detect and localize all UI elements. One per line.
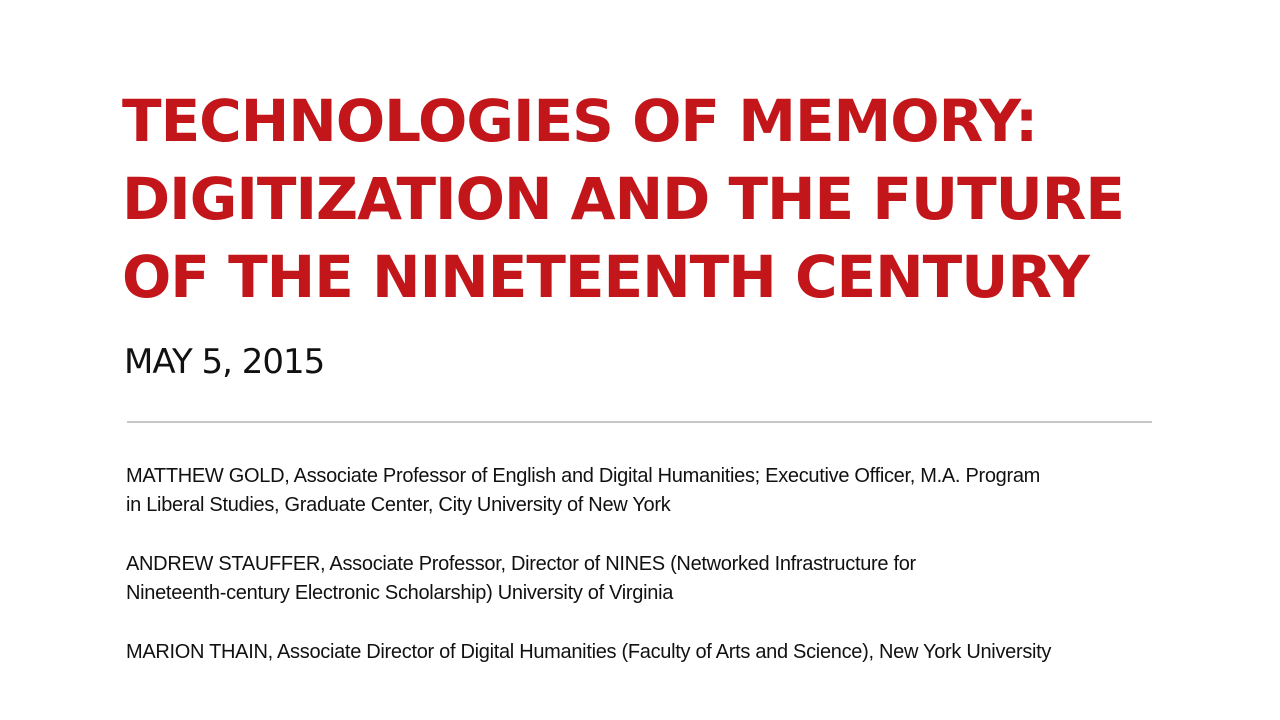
title-line-3: OF THE NINETEENTH CENTURY [122,243,1089,311]
speaker-line: ANDREW STAUFFER, Associate Professor, Director of NINES (Networked Infrastructure for [126,553,916,575]
speaker-entry-thain [126,638,1166,667]
event-date: MAY 5, 2015 [124,342,325,382]
speaker-entry-gold [126,462,1166,520]
title-line-2: DIGITIZATION AND THE FUTURE [122,165,1125,233]
title-line-1: TECHNOLOGIES OF MEMORY: [122,87,1038,155]
speaker-line: Nineteenth-century Electronic Scholarship) University of Virginia [126,582,674,604]
slide-title [122,82,1202,316]
speaker-line: MATTHEW GOLD, Associate Professor of English and Digital Humanities; Executive Officer, M.A. Program [126,465,1041,487]
speaker-line: in Liberal Studies, Graduate Center, City University of New York [126,494,671,516]
speaker-entry-stauffer [126,550,1166,608]
speaker-list [126,462,1166,697]
divider [127,421,1152,423]
speaker-line: MARION THAIN, Associate Director of Digital Humanities (Faculty of Arts and Science), New York University [126,641,1052,663]
